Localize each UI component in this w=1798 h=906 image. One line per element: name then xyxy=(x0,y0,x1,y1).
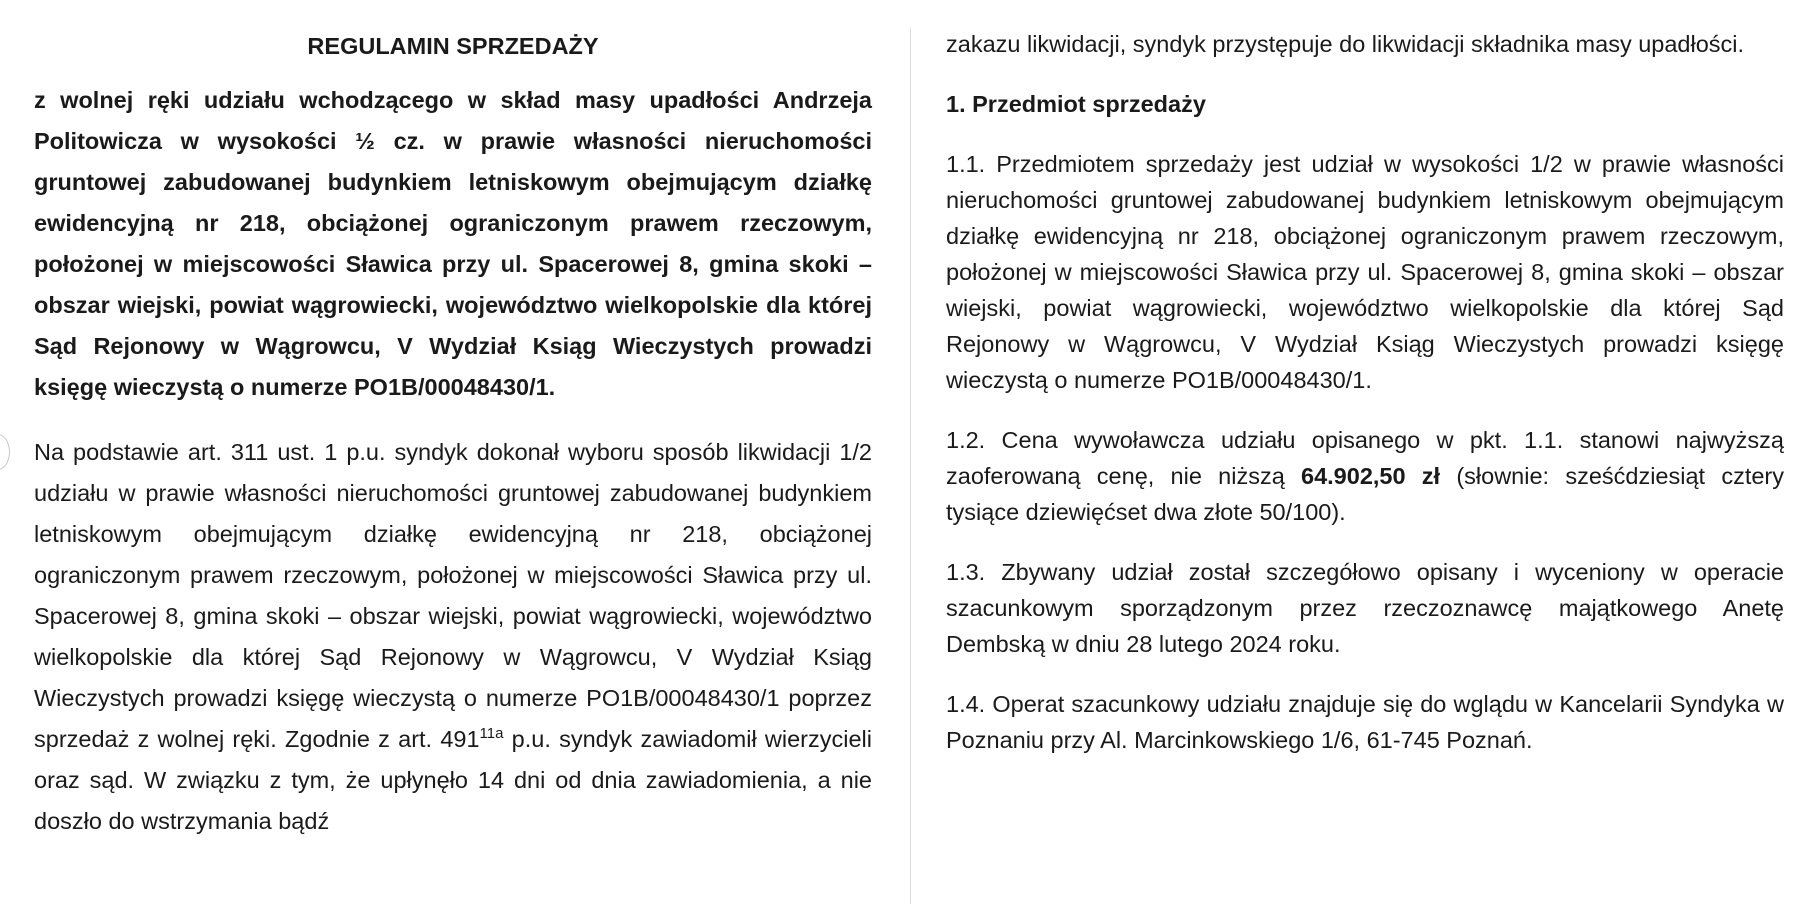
paragraph-1-2-text-a: 1.2. Cena wywoławcza udziału opisanego w pkt. 1.1. stanowi najwyższą zaoferowaną cenę, nie niższą xyxy=(946,427,1784,489)
document-subtitle: z wolnej ręki udziału wchodzącego w skład masy upadłości Andrzeja Politowicza w wysokości ½ cz. w prawie własności nieruchomości gruntowej zabudowanej budynkiem letniskowym obejmującym działkę ewidencyjną nr 218, obciążonej ograniczonym prawem rzeczowym, położonej w miejscowości Sławica przy ul. Spacerowej 8, gmina skoki – obszar wiejski, powiat wągrowiecki, województwo wielkopolskie dla której Sąd Rejonowy w Wągrowcu, V Wydział Ksiąg Wieczystych prowadzi księgę wieczystą o numerze PO1B/00048430/1. xyxy=(34,87,872,400)
paragraph-1-2-text-b: (słownie: sześćdziesiąt cztery tysiące dziewięćset dwa złote 50/100). xyxy=(946,463,1784,525)
intro-paragraph xyxy=(34,432,872,842)
continuation-paragraph: zakazu likwidacji, syndyk przystępuje do likwidacji składnika masy upadłości. xyxy=(946,31,1745,57)
intro-text-part1: Na podstawie art. 311 ust. 1 p.u. syndyk dokonał wyboru sposób likwidacji 1/2 udziału w prawie własności nieruchomości gruntowej zabudowanej budynkiem letniskowym obejmującym działkę ewidencyjną nr 218, obciążonej ograniczonym prawem rzeczowym, położonej w miejscowości Sławica przy ul. Spacerowej 8, gmina skoki – obszar wiejski, powiat wągrowiecki, województwo wielkopolskie dla której Sąd Rejonowy w Wągrowcu, V Wydział Ksiąg Wieczystych prowadzi księgę wieczystą o numerze PO1B/00048430/1 poprzez sprzedaż z wolnej ręki. Zgodnie z art. 491 xyxy=(34,439,872,752)
page-edge-handle[interactable] xyxy=(0,434,10,470)
paragraph-1-3: 1.3. Zbywany udział został szczegółowo opisany i wyceniony w operacie szacunkowym sporządzonym przez rzeczoznawcę majątkowego Anetę Dembską w dniu 28 lutego 2024 roku. xyxy=(946,559,1784,657)
column-divider xyxy=(910,28,911,904)
paragraph-1-1: 1.1. Przedmiotem sprzedaży jest udział w wysokości 1/2 w prawie własności nieruchomości gruntowej zabudowanej budynkiem letniskowym obejmującym działkę ewidencyjną nr 218, obciążonej ograniczonym prawem rzeczowym, położonej w miejscowości Sławica przy ul. Spacerowej 8, gmina skoki – obszar wiejski, powiat wągrowiecki, województwo wielkopolskie dla której Sąd Rejonowy w Wągrowcu, V Wydział Ksiąg Wieczystych prowadzi księgę wieczystą o numerze PO1B/00048430/1. xyxy=(946,151,1784,393)
section-heading-1: 1. Przedmiot sprzedaży xyxy=(946,91,1206,117)
paragraph-1-4: 1.4. Operat szacunkowy udziału znajduje się do wglądu w Kancelarii Syndyka w Poznaniu przy Al. Marcinkowskiego 1/6, 61-745 Poznań. xyxy=(946,691,1784,753)
left-column xyxy=(34,28,872,842)
paragraph-1-2 xyxy=(946,422,1784,530)
starting-price: 64.902,50 zł xyxy=(1301,463,1441,489)
right-column xyxy=(946,26,1784,782)
article-superscript: 11a xyxy=(479,725,504,742)
document-title: REGULAMIN SPRZEDAŻY xyxy=(307,33,599,59)
intro-text-part2: p.u. syndyk zawiadomił wierzycieli oraz sąd. W związku z tym, że upłynęło 14 dni od dnia zawiadomienia, a nie doszło do wstrzymania bądź xyxy=(34,726,872,834)
